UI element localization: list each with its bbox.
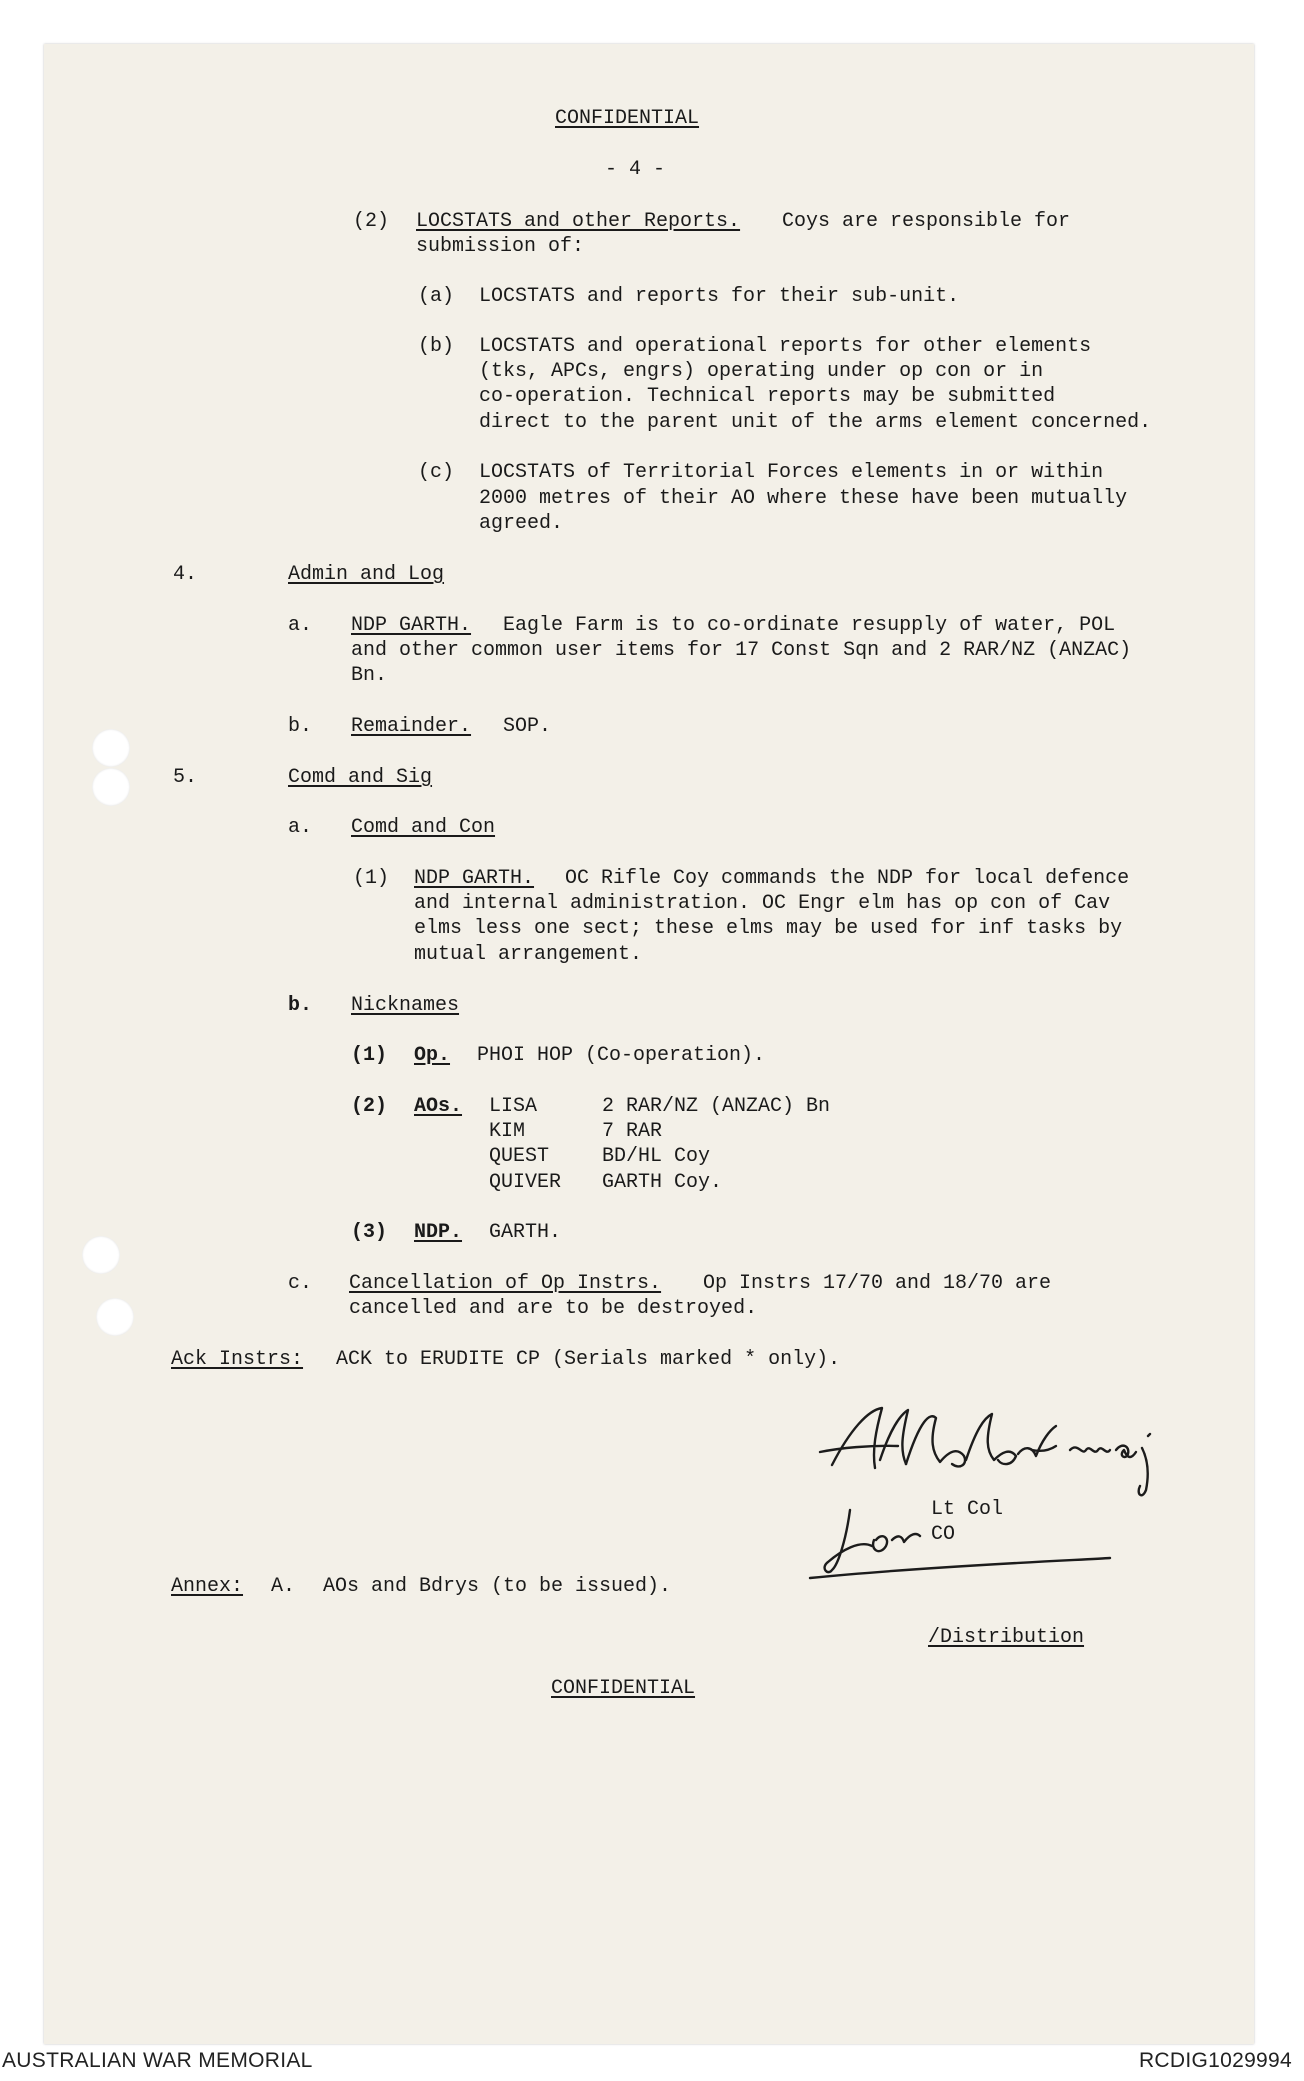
item-label: AOs.	[414, 1095, 463, 1118]
distribution-reference: /Distribution	[928, 1626, 1085, 1649]
archive-credit: AUSTRALIAN WAR MEMORIAL	[2, 2049, 313, 2072]
ao-name: KIM	[489, 1120, 526, 1143]
classification-footer: CONFIDENTIAL	[551, 1677, 696, 1700]
subsection-title: NDP GARTH.	[351, 614, 472, 637]
subitem-text: direct to the parent unit of the arms element concerned.	[479, 411, 1152, 434]
subitem-text: 2000 metres of their AO where these have been mutually	[479, 487, 1128, 510]
subitem-text: LOCSTATS and operational reports for other elements	[479, 335, 1092, 358]
item-text: elms less one sect; these elms may be used for inf tasks by	[414, 917, 1123, 940]
punch-hole	[92, 729, 130, 767]
subitem-number: (c)	[418, 461, 455, 484]
item-text: OC Rifle Coy commands the NDP for local defence	[565, 867, 1130, 890]
ao-unit: BD/HL Coy	[602, 1145, 711, 1168]
ao-unit: 2 RAR/NZ (ANZAC) Bn	[602, 1095, 831, 1118]
item-number: (2)	[353, 210, 390, 233]
punch-hole	[92, 768, 130, 806]
subsection-text: and other common user items for 17 Const Sqn and 2 RAR/NZ (ANZAC)	[351, 639, 1132, 662]
subsection-letter: a.	[288, 614, 313, 637]
classification-header: CONFIDENTIAL	[555, 107, 700, 130]
subitem-text: co-operation. Technical reports may be submitted	[479, 385, 1056, 408]
section-title: Admin and Log	[288, 563, 445, 586]
subsection-title: Comd and Con	[351, 816, 496, 839]
annex-label: Annex:	[171, 1575, 244, 1598]
subitem-number: (a)	[418, 285, 455, 308]
item-number: (1)	[351, 1044, 388, 1067]
item-title: LOCSTATS and other Reports.	[416, 210, 741, 233]
subitem-text: agreed.	[479, 512, 564, 535]
subitem-text: LOCSTATS of Territorial Forces elements in or within	[479, 461, 1104, 484]
signatory-role: CO	[931, 1523, 956, 1546]
subsection-text: Bn.	[351, 664, 388, 687]
ao-name: QUIVER	[489, 1171, 562, 1194]
subitem-text: LOCSTATS and reports for their sub-unit.	[479, 285, 960, 308]
record-id: RCDIG1029994	[1138, 2049, 1292, 2072]
section-number: 5.	[173, 766, 198, 789]
subsection-text: SOP.	[503, 715, 552, 738]
item-text: mutual arrangement.	[414, 943, 643, 966]
punch-hole	[82, 1236, 120, 1274]
ao-name: LISA	[489, 1095, 538, 1118]
subsection-text: Op Instrs 17/70 and 18/70 are	[703, 1272, 1052, 1295]
item-label: NDP.	[414, 1221, 463, 1244]
item-text: GARTH.	[489, 1221, 562, 1244]
annex-text: AOs and Bdrys (to be issued).	[323, 1575, 672, 1598]
item-text: Coys are responsible for	[782, 210, 1071, 233]
ao-unit: GARTH Coy.	[602, 1171, 723, 1194]
subsection-title: Remainder.	[351, 715, 472, 738]
item-text: PHOI HOP (Co-operation).	[477, 1044, 766, 1067]
item-number: (3)	[351, 1221, 388, 1244]
item-label: Op.	[414, 1044, 451, 1067]
subitem-text: (tks, APCs, engrs) operating under op con or in	[479, 360, 1044, 383]
ao-unit: 7 RAR	[602, 1120, 663, 1143]
section-number: 4.	[173, 563, 198, 586]
ack-text: ACK to ERUDITE CP (Serials marked * only).	[336, 1348, 841, 1371]
item-title: NDP GARTH.	[414, 867, 535, 890]
item-number: (2)	[351, 1095, 388, 1118]
item-number: (1)	[353, 867, 390, 890]
handwritten-signature	[780, 1390, 1250, 1590]
punch-hole	[96, 1298, 134, 1336]
subsection-letter: c.	[288, 1272, 313, 1295]
signatory-rank: Lt Col	[931, 1498, 1004, 1521]
ack-label: Ack Instrs:	[171, 1348, 304, 1371]
item-text: submission of:	[416, 235, 585, 258]
ao-name: QUEST	[489, 1145, 550, 1168]
subsection-text: cancelled and are to be destroyed.	[349, 1297, 758, 1320]
subsection-text: Eagle Farm is to co-ordinate resupply of water, POL	[503, 614, 1116, 637]
subsection-letter: b.	[288, 715, 313, 738]
subsection-letter: a.	[288, 816, 313, 839]
section-title: Comd and Sig	[288, 766, 433, 789]
item-text: and internal administration. OC Engr elm has op con of Cav	[414, 892, 1111, 915]
subsection-letter: b.	[288, 994, 313, 1017]
subsection-title: Nicknames	[351, 994, 460, 1017]
subsection-title: Cancellation of Op Instrs.	[349, 1272, 662, 1295]
annex-number: A.	[271, 1575, 296, 1598]
subitem-number: (b)	[418, 335, 455, 358]
page-number: - 4 -	[605, 158, 666, 181]
